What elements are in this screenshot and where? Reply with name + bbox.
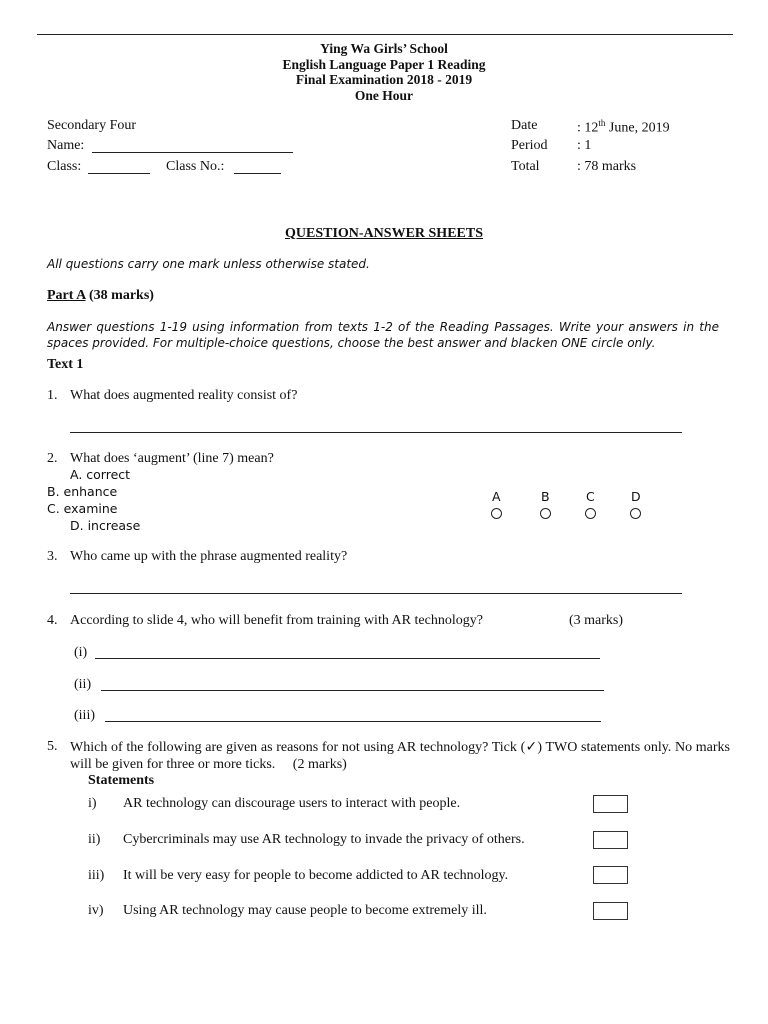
class-field[interactable] (88, 173, 150, 174)
q1-number: 1. (47, 388, 58, 403)
q4-part-i-line[interactable] (95, 658, 600, 659)
statement-3-tickbox[interactable] (593, 866, 628, 884)
q2-option-b: B. enhance (47, 484, 118, 499)
q4-part-ii-label: (ii) (74, 677, 92, 692)
q2-option-d: D. increase (70, 518, 141, 533)
q4-part-iii-label: (iii) (74, 708, 95, 723)
statement-1-text: AR technology can discourage users to interact with people. (123, 796, 461, 811)
exam-duration: One Hour (354, 87, 414, 103)
school-name: Ying Wa Girls’ School (320, 41, 448, 56)
general-note: All questions carry one mark unless otherwise stated. (47, 257, 370, 271)
class-no-label: Class No.: (166, 159, 225, 174)
statements-heading: Statements (88, 773, 155, 788)
class-label: Class: (47, 159, 82, 174)
top-rule (37, 34, 733, 35)
tick-icon: ✓ (525, 739, 538, 755)
answer-bubble-b[interactable] (540, 508, 551, 519)
date-value: : 12th June, 2019 (577, 118, 670, 136)
statement-1-number: i) (88, 796, 97, 811)
q2-number: 2. (47, 451, 58, 466)
exam-title: Final Examination 2018 - 2019 (295, 72, 473, 87)
q1-text: What does augmented reality consist of? (70, 388, 298, 403)
statement-4-number: iv) (88, 903, 104, 918)
q2-option-c: C. examine (47, 501, 118, 516)
q4-marks: (3 marks) (569, 613, 624, 628)
bubble-label-c: C (586, 489, 595, 504)
class-no-field[interactable] (234, 173, 281, 174)
exam-header (0, 41, 768, 103)
period-value: : 1 (577, 138, 592, 153)
q4-part-i-label: (i) (74, 645, 88, 660)
q4-text: According to slide 4, who will benefit from training with AR technology? (70, 613, 483, 628)
q3-number: 3. (47, 549, 58, 564)
statement-2-text: Cybercriminals may use AR technology to invade the privacy of others. (123, 832, 525, 847)
q5-text: Which of the following are given as reasons for not using AR technology? Tick (✓) TWO statements only. No marks will be given for three or more ticks. (2 marks) (70, 739, 731, 772)
q3-answer-line[interactable] (70, 593, 682, 594)
paper-title: English Language Paper 1 Reading (282, 56, 486, 72)
answer-bubble-c[interactable] (585, 508, 596, 519)
bubble-label-d: D (631, 489, 641, 504)
statement-1-tickbox[interactable] (593, 795, 628, 813)
q2-option-a: A. correct (70, 467, 131, 482)
part-a-instructions: Answer questions 1-19 using information from texts 1-2 of the Reading Passages. Write your answers in the spaces provided. For multiple-choice questions, choose the best answer and blacken ONE circle only. (47, 320, 719, 350)
section-title: QUESTION-ANSWER SHEETS (284, 226, 483, 241)
statement-3-text: It will be very easy for people to become addicted to AR technology. (123, 868, 509, 883)
bubble-label-b: B (541, 489, 550, 504)
total-label: Total (511, 159, 540, 174)
statement-3-number: iii) (88, 868, 105, 883)
date-label: Date (511, 118, 538, 133)
q4-number: 4. (47, 613, 58, 628)
period-label: Period (511, 138, 548, 153)
statement-4-tickbox[interactable] (593, 902, 628, 920)
q1-answer-line[interactable] (70, 432, 682, 433)
q5-number: 5. (47, 739, 58, 754)
answer-bubble-a[interactable] (491, 508, 502, 519)
bubble-label-a: A (492, 489, 501, 504)
name-field[interactable] (92, 152, 293, 153)
statement-2-number: ii) (88, 832, 101, 847)
statement-2-tickbox[interactable] (593, 831, 628, 849)
total-value: : 78 marks (577, 159, 637, 174)
statement-4-text: Using AR technology may cause people to become extremely ill. (123, 903, 487, 918)
q4-part-ii-line[interactable] (101, 690, 604, 691)
q4-part-iii-line[interactable] (105, 721, 601, 722)
answer-bubble-d[interactable] (630, 508, 641, 519)
name-label: Name: (47, 138, 85, 153)
q2-text: What does ‘augment’ (line 7) mean? (70, 451, 274, 466)
form-label: Secondary Four (47, 118, 137, 133)
text-1-label: Text 1 (47, 357, 84, 372)
q3-text: Who came up with the phrase augmented reality? (70, 549, 348, 564)
part-a-heading: Part A (38 marks) (47, 288, 154, 303)
